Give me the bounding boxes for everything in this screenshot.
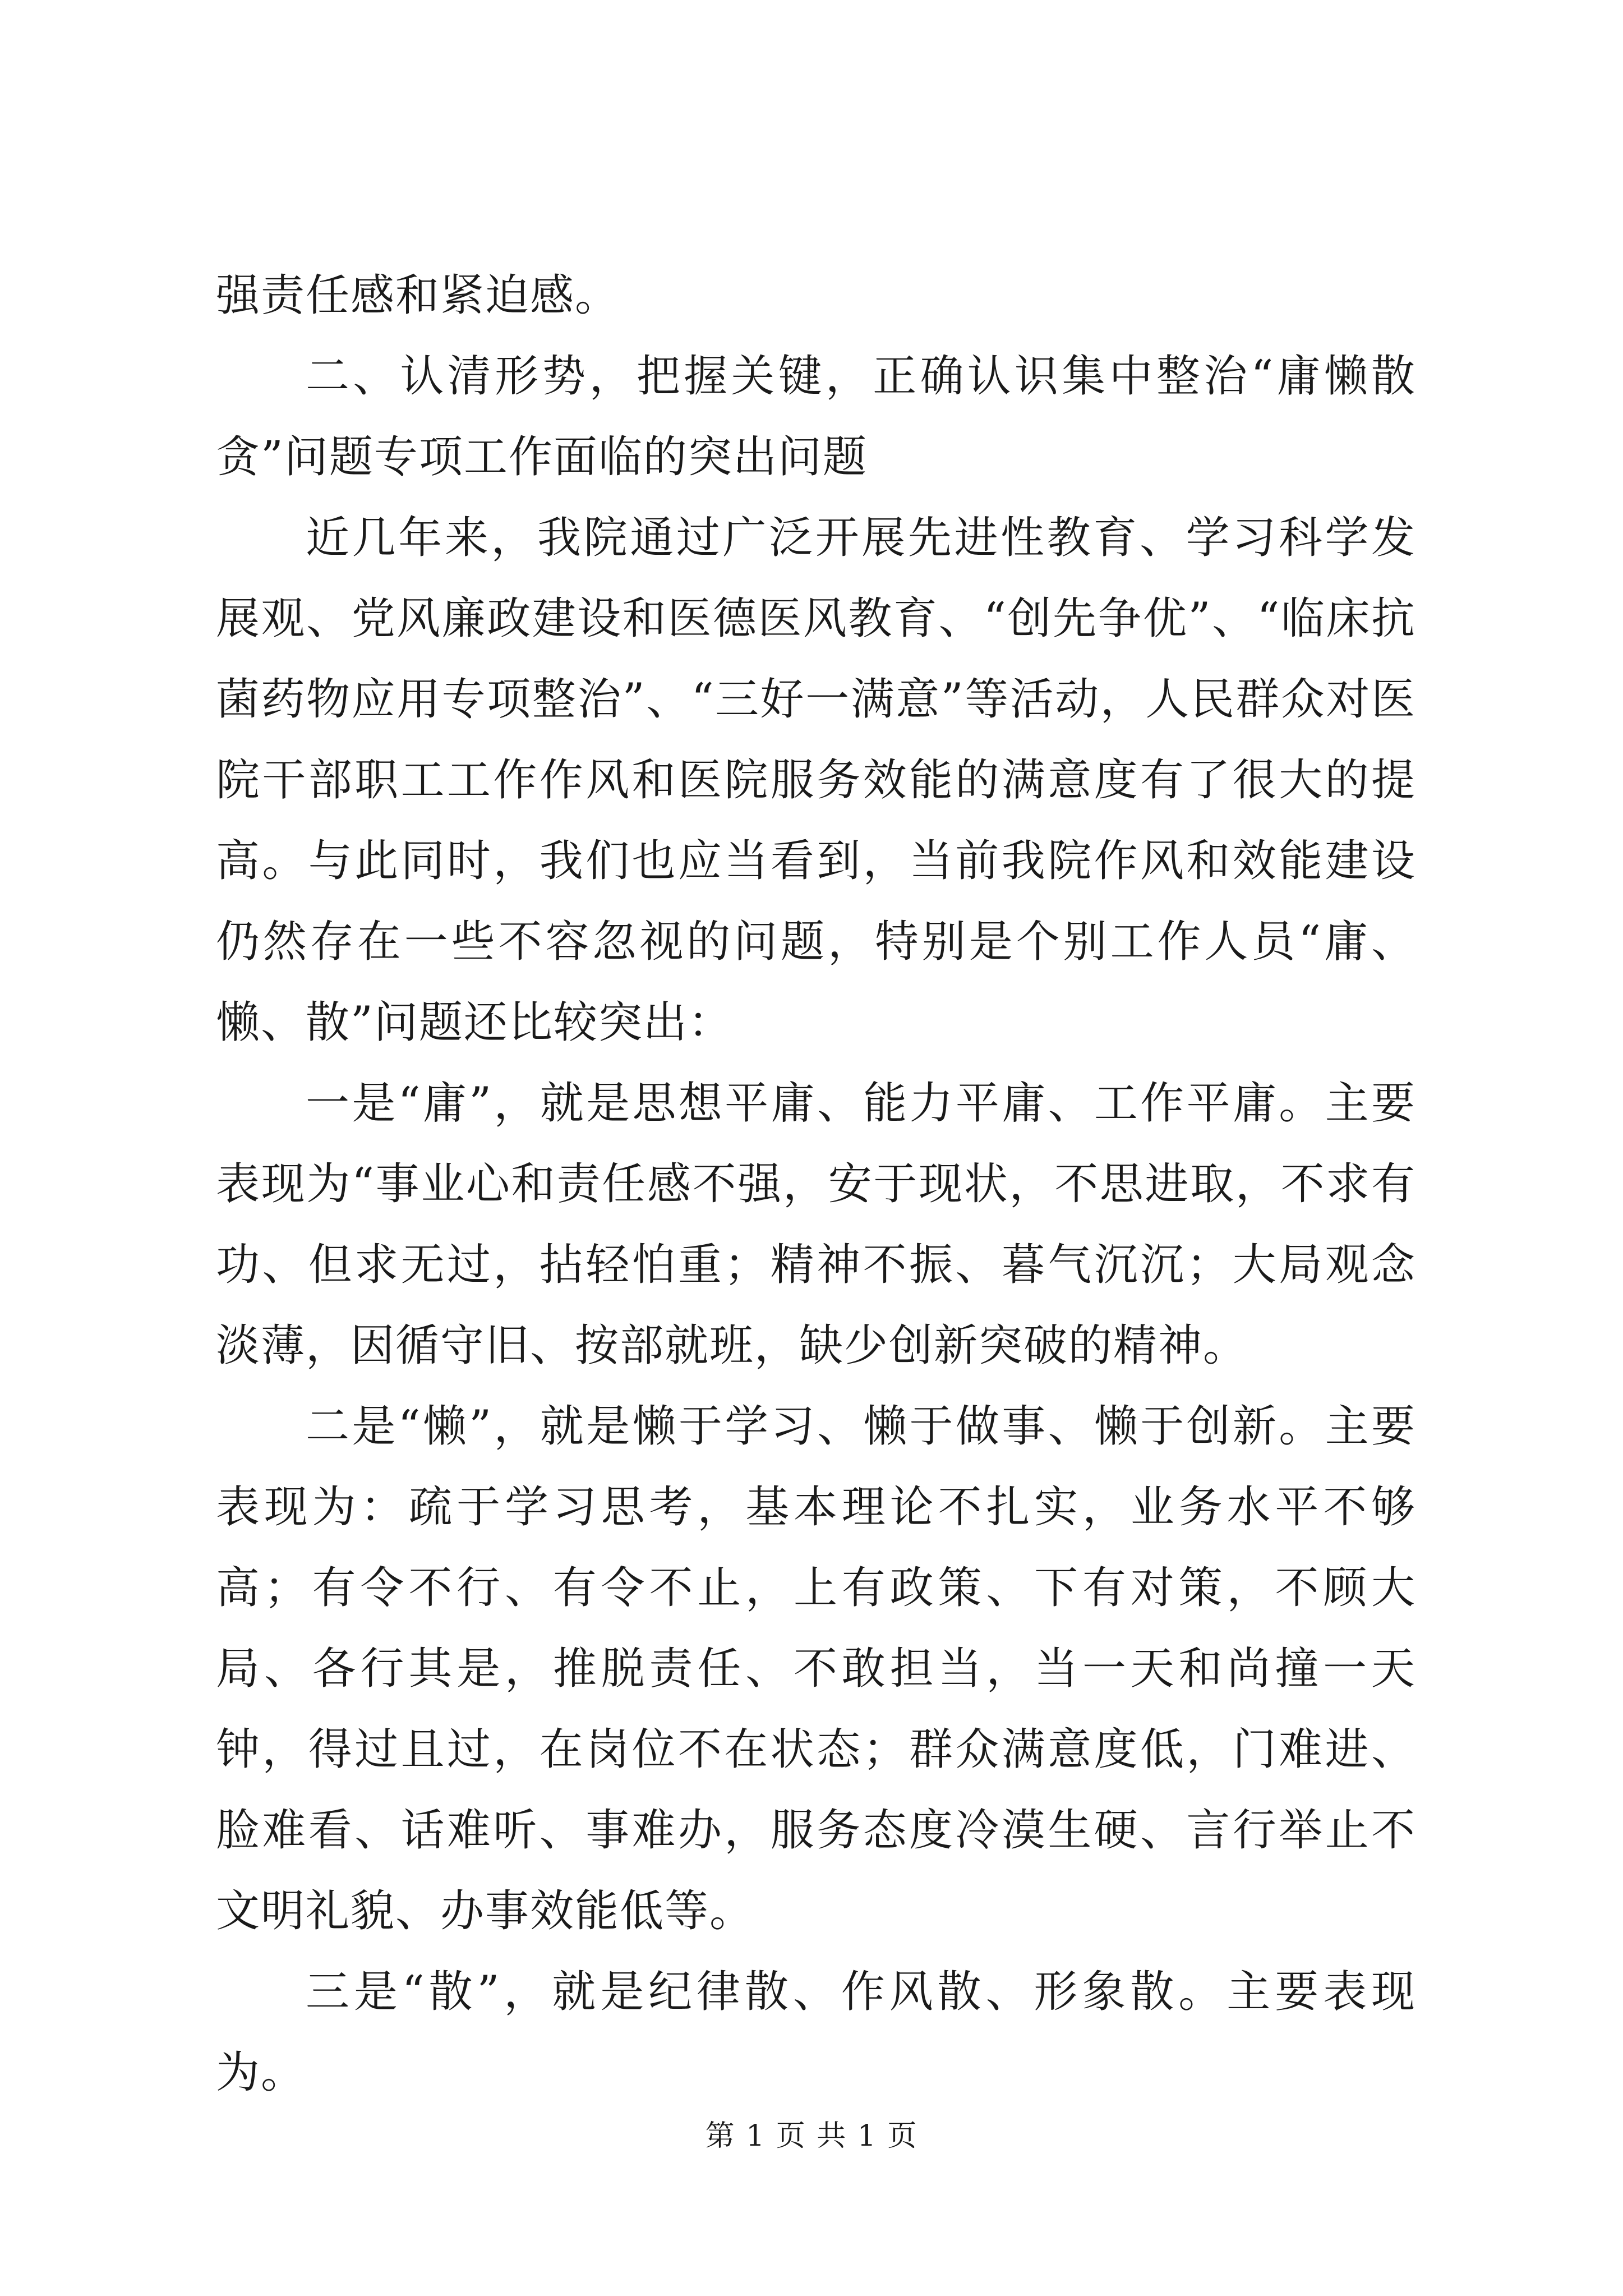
paragraph-lan: 二是“懒”，就是懒于学习、懒于做事、懒于创新。主要表现为：疏于学习思考，基本理论不扎实，业务水平不够高；有令不行、有令不止，上有政策、下有对策，不顾大局、各行其是，推脱责任、不敢担当，当一天和尚撞一天钟，得过且过，在岗位不在状态；群众满意度低，门难进、脸难看、话难听、事难办，服务态度冷漠生硬、言行举止不文明礼貌、办事效能低等。 — [216, 1401, 1416, 1936]
section-heading: 二、认清形势，把握关键，正确认识集中整治“庸懒散贪”问题专项工作面临的突出问题 — [216, 351, 1416, 482]
paragraph-continuation: 强责任感和紧迫感。 — [216, 270, 620, 321]
page-number-footer: 第 1 页 共 1 页 — [705, 2119, 918, 2153]
paragraph-san: 三是“散”，就是纪律散、作风散、形象散。主要表现为。 — [216, 1967, 1416, 2098]
paragraph-yong: 一是“庸”，就是思想平庸、能力平庸、工作平庸。主要表现为“事业心和责任感不强，安于现状，不思进取，不求有功、但求无过，拈轻怕重；精神不振、暮气沉沉；大局观念淡薄，因循守旧、按部就班，缺少创新突破的精神。 — [216, 1078, 1416, 1371]
paragraph-background: 近几年来，我院通过广泛开展先进性教育、学习科学发展观、党风廉政建设和医德医风教育、“创先争优”、“临床抗菌药物应用专项整治”、“三好一满意”等活动，人民群众对医院干部职工工作作风和医院服务效能的满意度有了很大的提高。与此同时，我们也应当看到，当前我院作风和效能建设仍然存在一些不容忽视的问题，特别是个别工作人员“庸、懒、散”问题还比较突出： — [216, 513, 1416, 1048]
document-body — [216, 255, 1416, 2113]
